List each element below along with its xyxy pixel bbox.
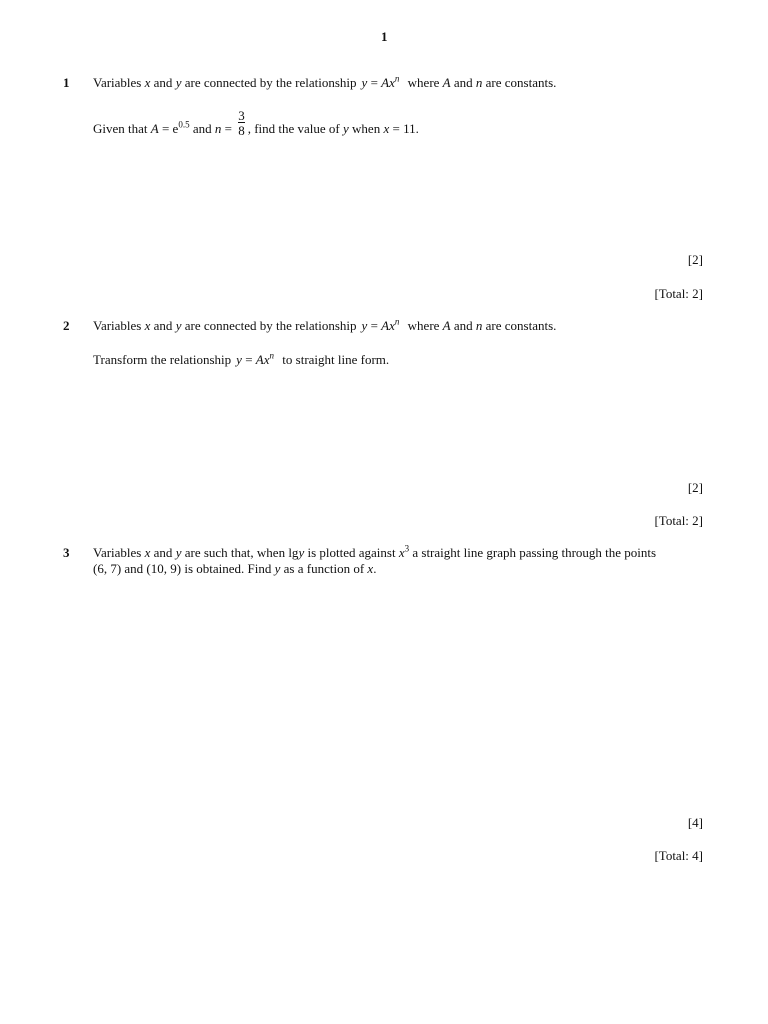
marks-label: [2] xyxy=(687,252,703,267)
equation: $y = Ax^n$ xyxy=(236,350,275,367)
question-number: 3 xyxy=(63,545,70,560)
total-marks-label: [Total: 2] xyxy=(654,513,703,528)
question-text: (6, 7) and (10, 9) is obtained. Find y as a function of x. xyxy=(93,561,377,576)
equation: $y = Ax^n$ xyxy=(361,316,400,333)
question-text: Given that $A = e^{0.5}$ and n = $\frac{3}{8}$ , find the value of y when x = 11. xyxy=(93,108,419,138)
total-marks-label: [Total: 4] xyxy=(654,848,703,863)
marks-label: [2] xyxy=(687,480,703,495)
question-text: Variables x and y are connected by the relationship $y = Ax^n$ where A and n are constants. xyxy=(93,316,557,333)
marks-label: [4] xyxy=(687,815,703,830)
question-text: Transform the relationship $y = Ax^n$ to straight line form. xyxy=(93,350,390,367)
question-text: Variables x and y are such that, when lgy is plotted against $x^3$ a straight line graph passing through the points xyxy=(93,543,657,560)
question-number: 2 xyxy=(63,318,70,333)
equation: $y = Ax^n$ xyxy=(361,73,400,90)
page-number: 1 xyxy=(381,29,388,44)
question-number: 1 xyxy=(63,75,70,90)
fraction: $\frac{3}{8}$ xyxy=(238,108,245,138)
total-marks-label: [Total: 2] xyxy=(654,286,703,301)
question-text: Variables x and y are connected by the relationship $y = Ax^n$ where A and n are constants. xyxy=(93,73,557,90)
